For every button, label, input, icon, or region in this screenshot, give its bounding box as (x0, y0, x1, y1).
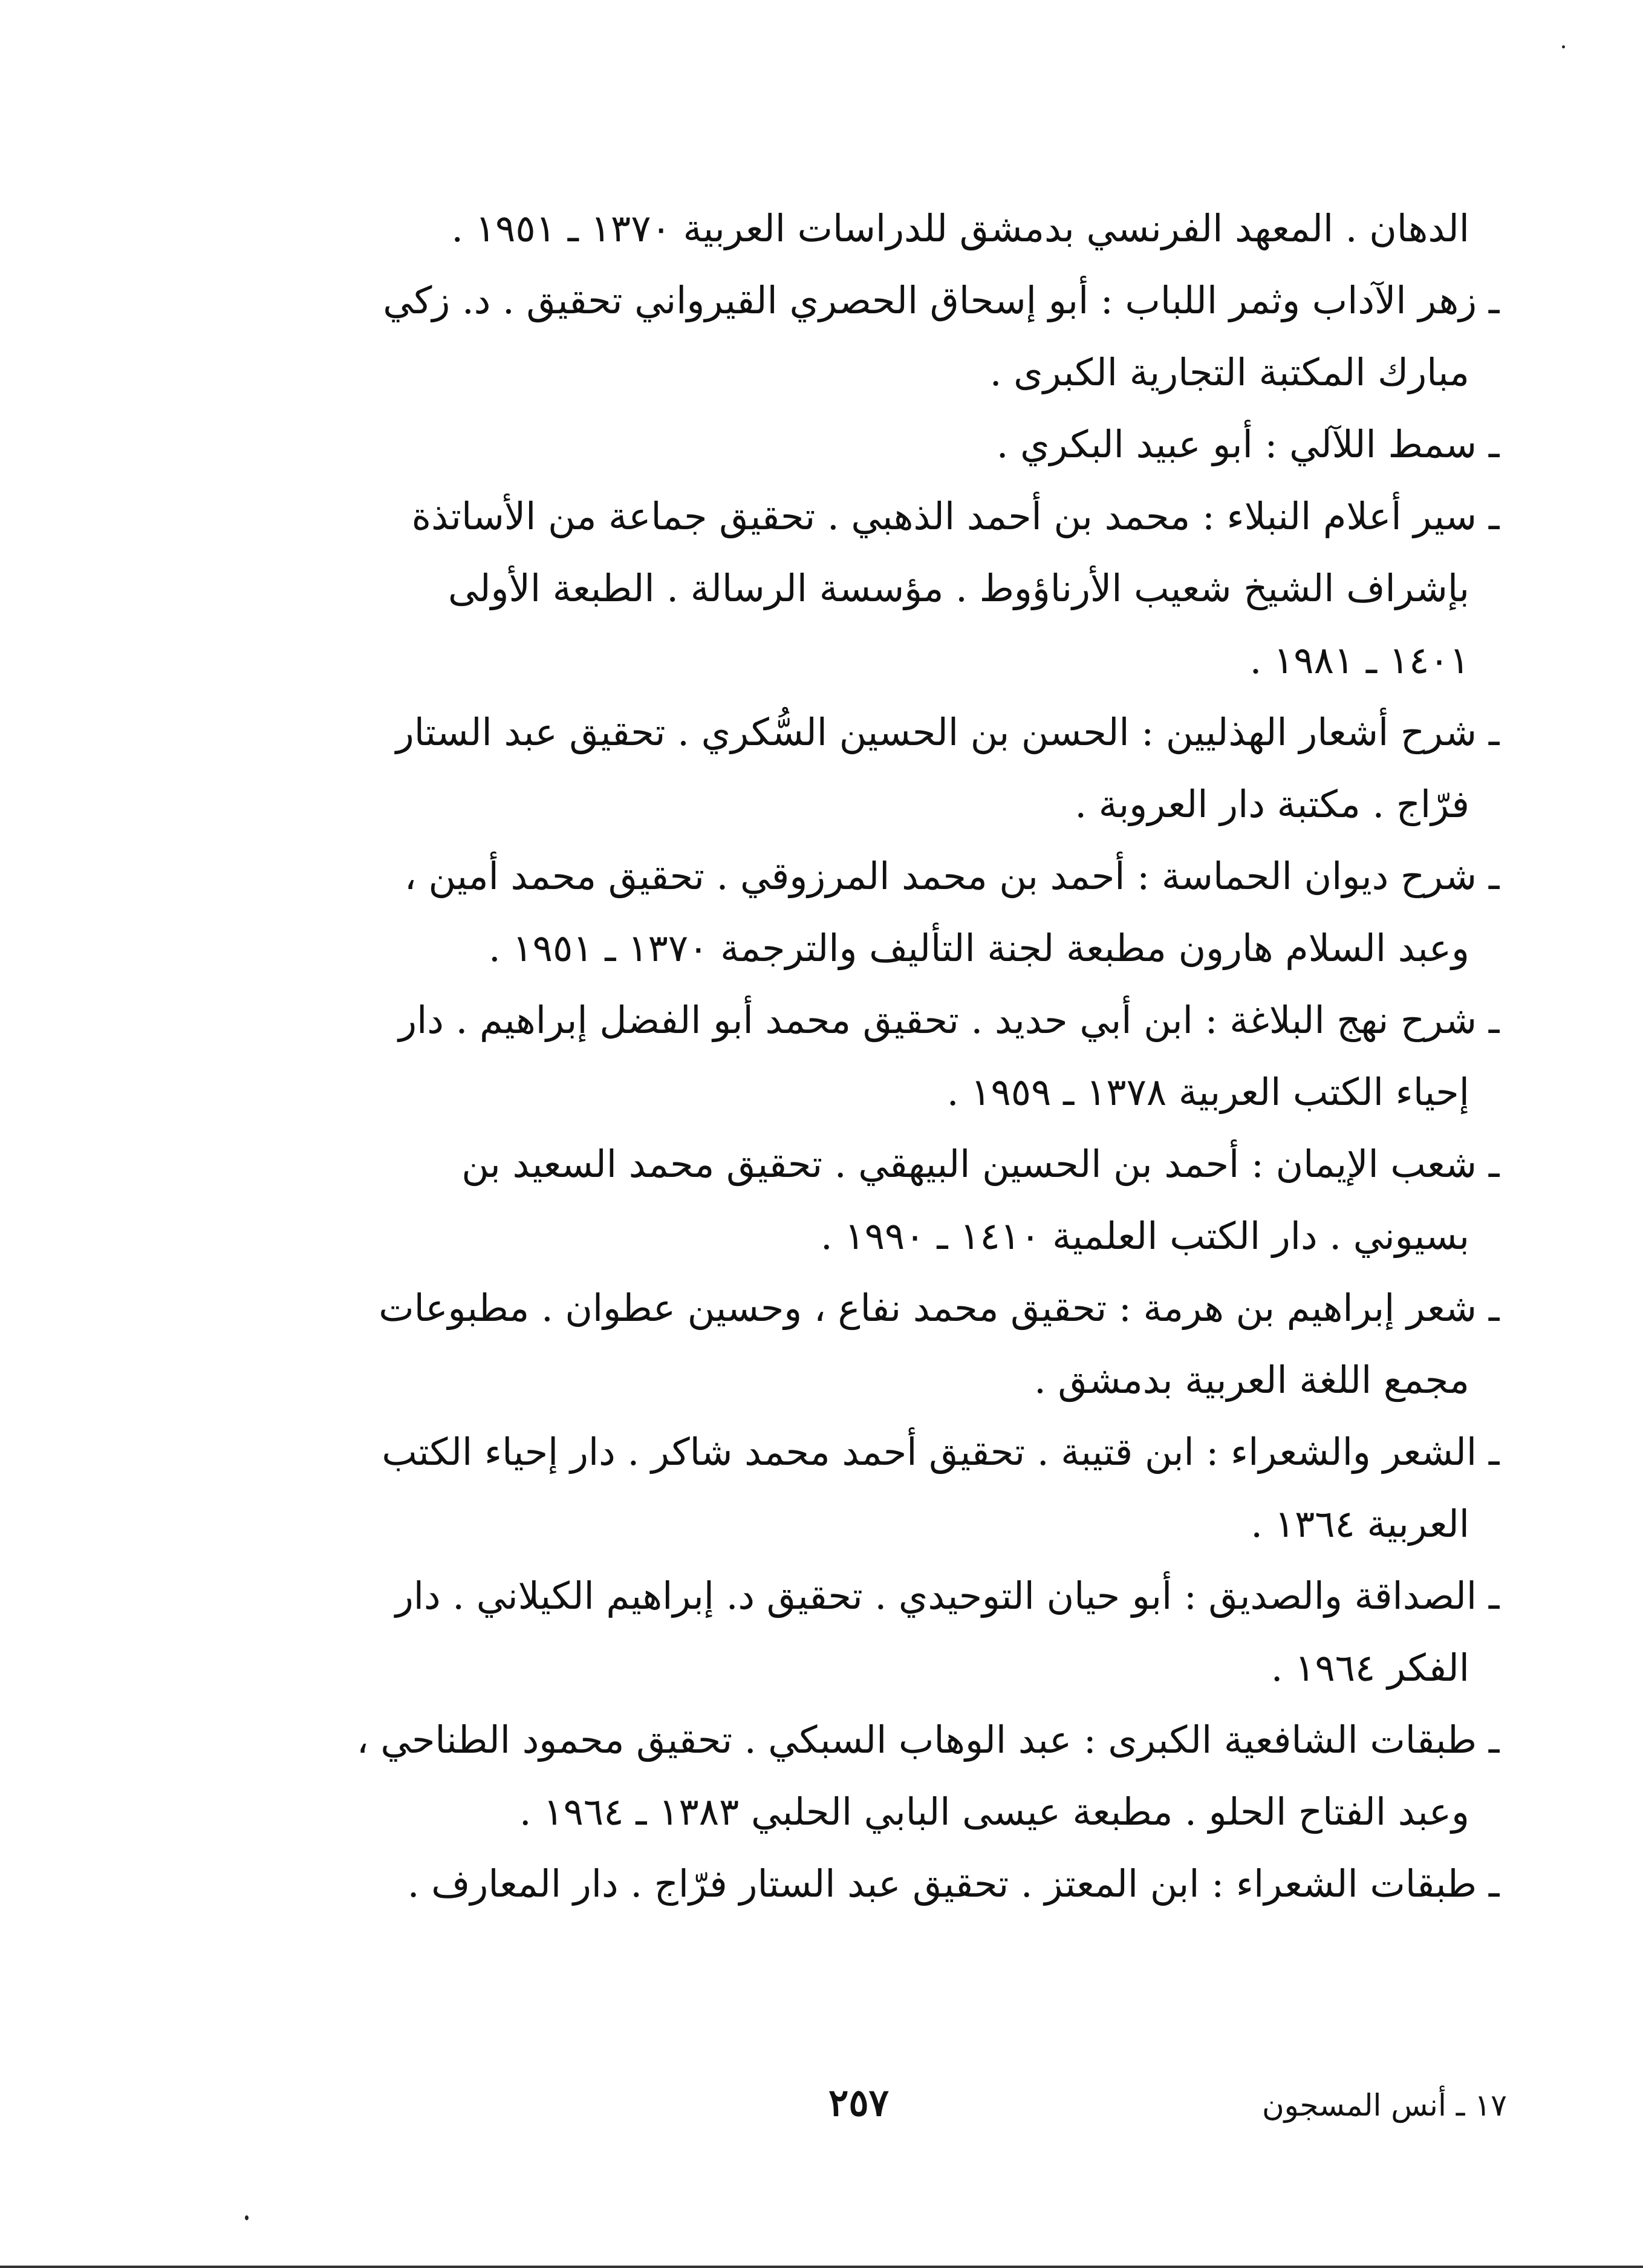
scan-speck (1562, 45, 1565, 48)
bibliography-line: الدهان . المعهد الفرنسي بدمشق للدراسات العربية ١٣٧٠ ـ ١٩٥١ . (451, 206, 1469, 250)
bibliography-line: بإشراف الشيخ شعيب الأرناؤوط . مؤسسة الرسالة . الطبعة الأولى (447, 566, 1469, 610)
bibliography-line: ـ طبقات الشعراء : ابن المعتز . تحقيق عبد الستار فرّاج . دار المعارف . (407, 1862, 1500, 1906)
bibliography-line: مبارك المكتبة التجارية الكبرى . (989, 350, 1469, 394)
bibliography-line: ١٤٠١ ـ ١٩٨١ . (1249, 638, 1469, 682)
bibliography-line: وعبد الفتاح الحلو . مطبعة عيسى البابي الحلبي ١٣٨٣ ـ ١٩٦٤ . (519, 1790, 1469, 1834)
bibliography-line: مجمع اللغة العربية بدمشق . (1034, 1358, 1469, 1402)
bibliography-line: ـ سير أعلام النبلاء : محمد بن أحمد الذهبي . تحقيق جماعة من الأساتذة (411, 494, 1500, 538)
page-number: ٢٥٧ (828, 2081, 889, 2125)
bibliography-line: ـ طبقات الشافعية الكبرى : عبد الوهاب السبكي . تحقيق محمود الطناحي ، (356, 1718, 1500, 1762)
bibliography-line: ـ شعب الإيمان : أحمد بن الحسين البيهقي . تحقيق محمد السعيد بن (461, 1142, 1500, 1186)
bibliography-line: وعبد السلام هارون مطبعة لجنة التأليف والترجمة ١٣٧٠ ـ ١٩٥١ . (488, 926, 1469, 970)
bibliography-line: ـ الصداقة والصديق : أبو حيان التوحيدي . تحقيق د. إبراهيم الكيلاني . دار (395, 1574, 1500, 1618)
bibliography-line: ـ الشعر والشعراء : ابن قتيبة . تحقيق أحمد محمد شاكر . دار إحياء الكتب (382, 1430, 1500, 1474)
bibliography-line: ـ زهر الآداب وثمر اللباب : أبو إسحاق الحصري القيرواني تحقيق . د. زكي (383, 278, 1500, 322)
bibliography-line: ـ شعر إبراهيم بن هرمة : تحقيق محمد نفاع ، وحسين عطوان . مطبوعات (379, 1286, 1500, 1330)
bibliography-line: ـ سمط اللآلي : أبو عبيد البكري . (996, 422, 1500, 466)
bibliography-line: إحياء الكتب العربية ١٣٧٨ ـ ١٩٥٩ . (946, 1070, 1469, 1114)
bibliography-line: ـ شرح ديوان الحماسة : أحمد بن محمد المرزوقي . تحقيق محمد أمين ، (404, 854, 1500, 898)
bibliography-line: بسيوني . دار الكتب العلمية ١٤١٠ ـ ١٩٩٠ . (821, 1214, 1469, 1258)
bibliography-line: العربية ١٣٦٤ . (1251, 1502, 1469, 1546)
bibliography-line: ـ شرح أشعار الهذليين : الحسن بن الحسين السُّكري . تحقيق عبد الستار (395, 710, 1500, 754)
bibliography-line: ـ شرح نهج البلاغة : ابن أبي حديد . تحقيق محمد أبو الفضل إبراهيم . دار (399, 998, 1500, 1042)
signature-mark: ١٧ ـ أنس المسجون (1261, 2088, 1507, 2123)
bibliography-line: فرّاج . مكتبة دار العروبة . (1075, 782, 1469, 826)
scan-bottom-edge (0, 2266, 1643, 2268)
bibliography-line: الفكر ١٩٦٤ . (1270, 1646, 1469, 1690)
bibliography-list (248, 192, 1500, 1920)
scan-speck (245, 2215, 249, 2220)
